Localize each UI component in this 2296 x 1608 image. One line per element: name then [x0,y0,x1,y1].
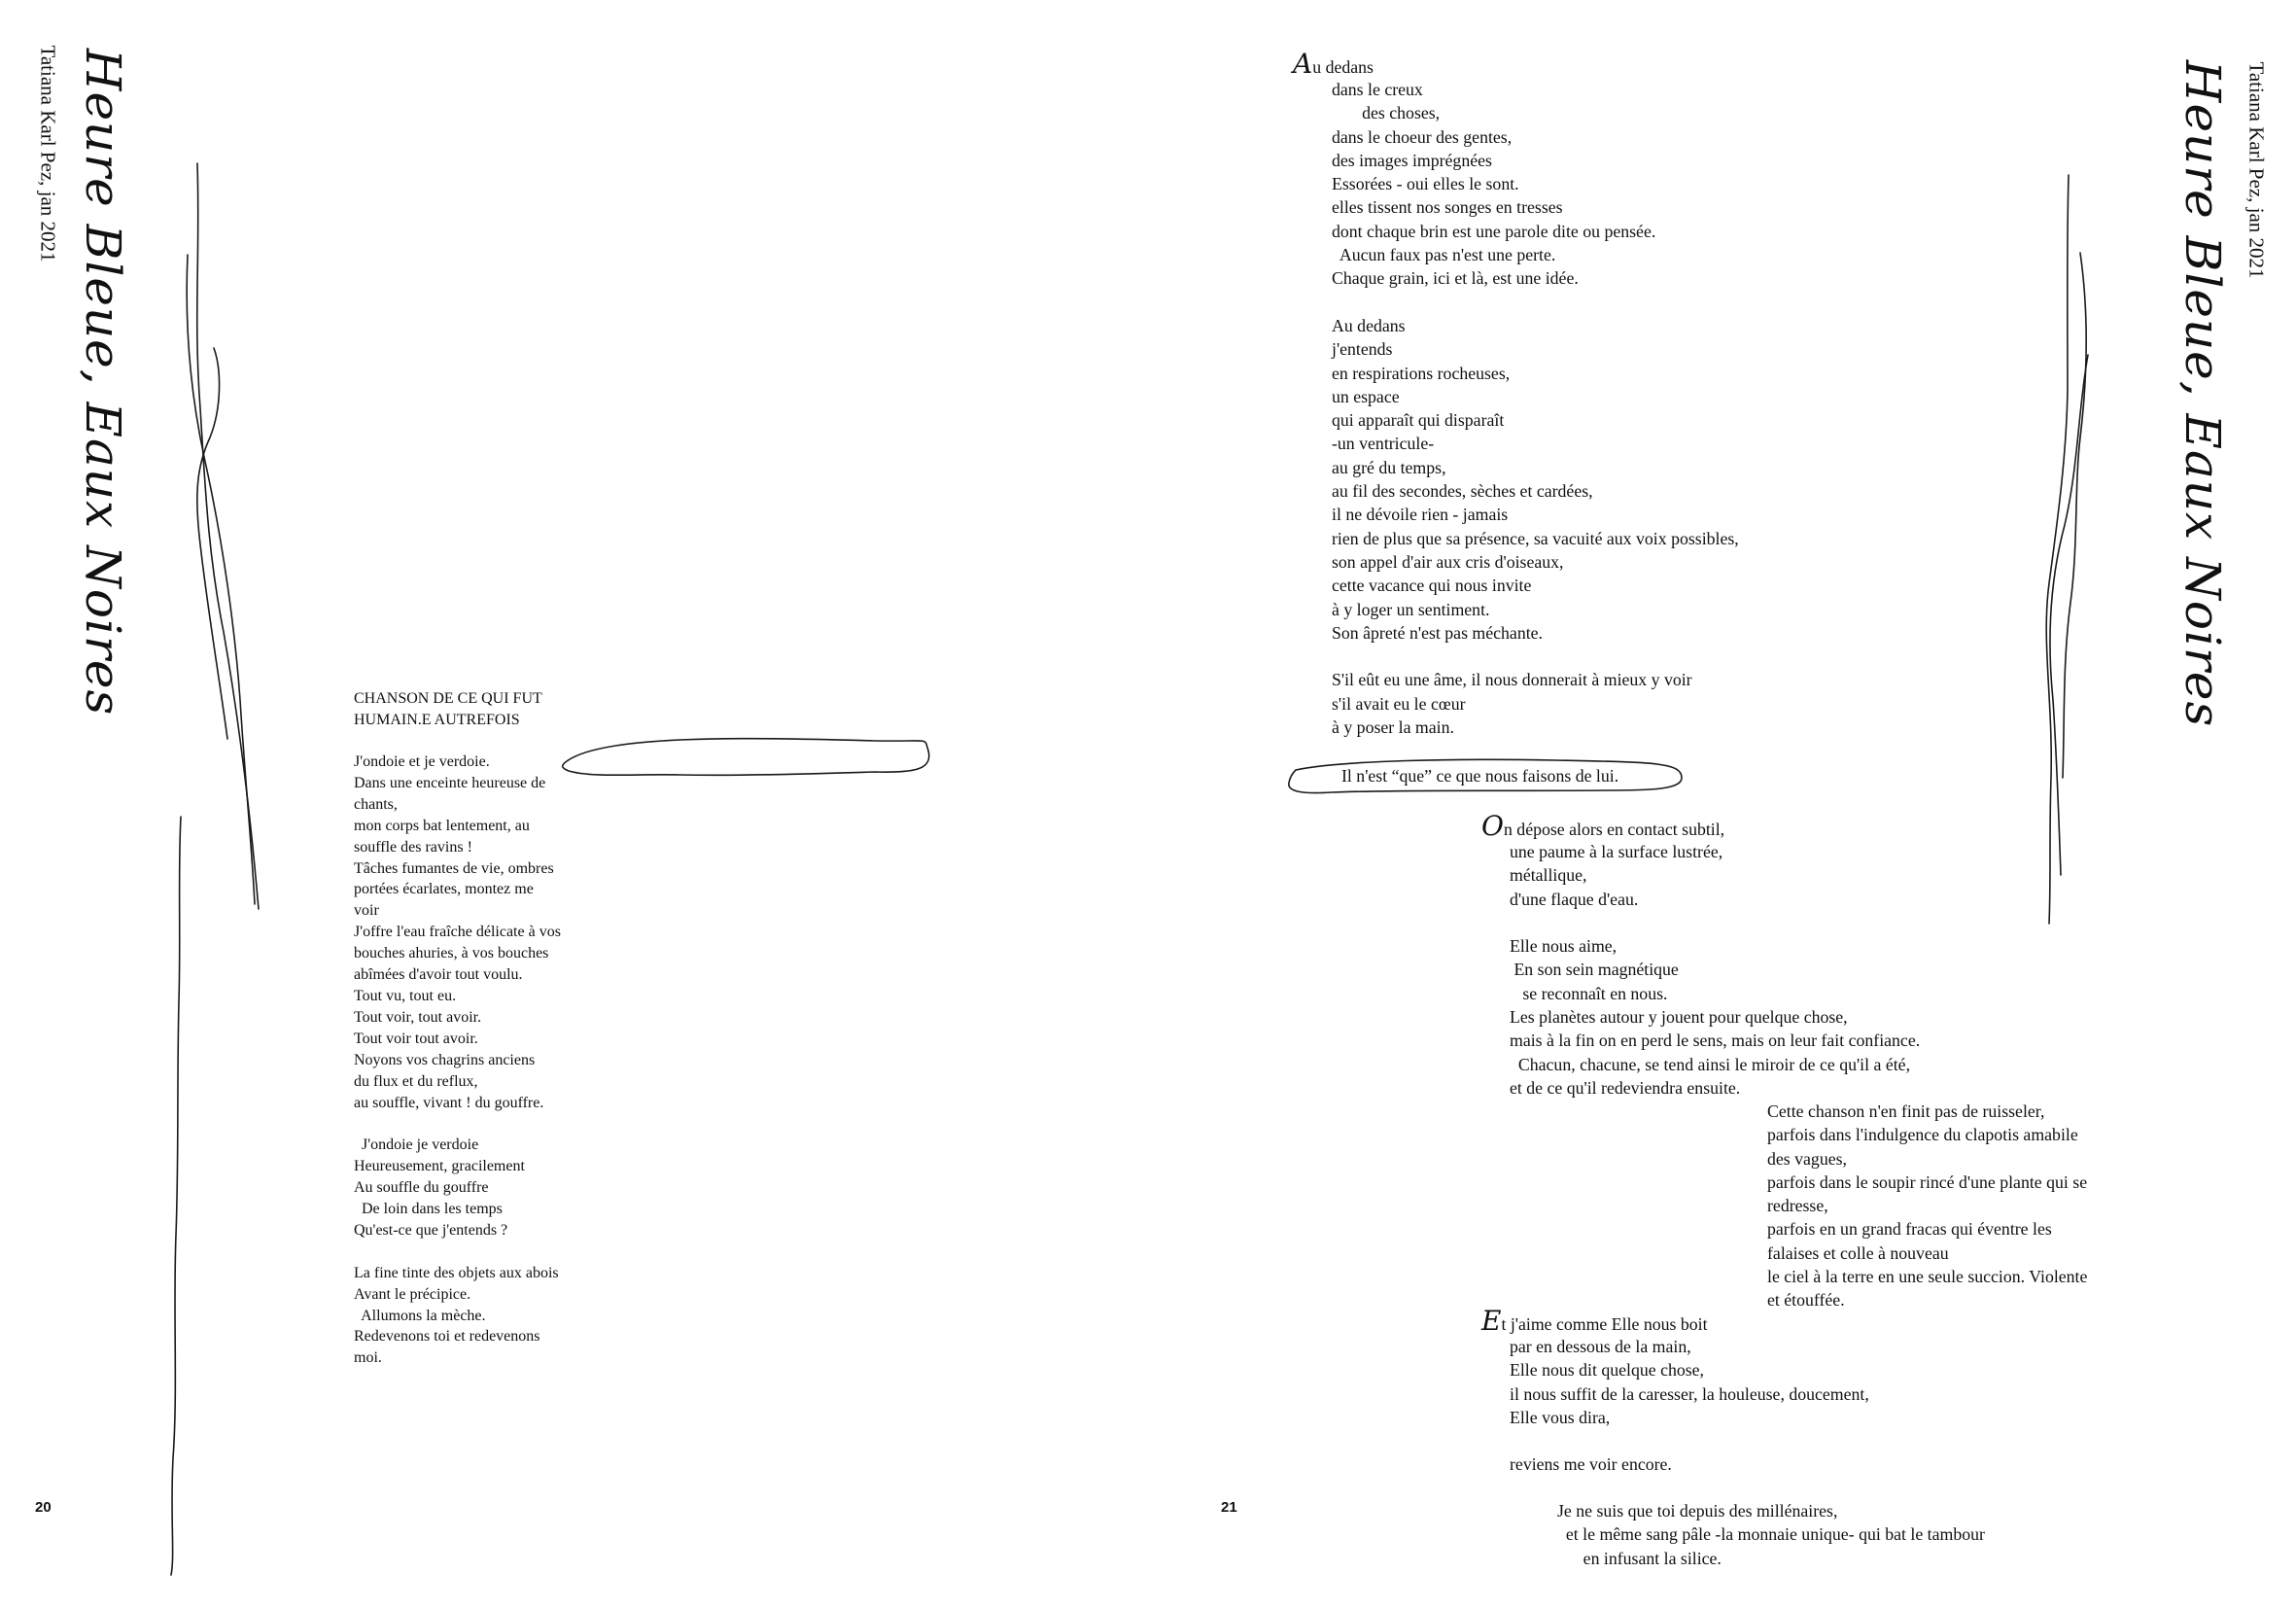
right-stanza-7 [1481,1305,1708,1337]
right-stanza-6 [1767,1100,2087,1312]
right-vertical-title: Heure Bleue, Eaux Noires [2174,59,2231,728]
poem-line: son appel d'air aux cris d'oiseaux, [1332,551,1564,572]
poem-line: reviens me voir encore. [1510,1454,1672,1475]
poem-line: Au dedans [1293,48,1374,80]
poem-line: au gré du temps, [1332,457,1446,477]
poem-line: du flux et du reflux, [354,1072,478,1090]
dropcap-a: A [1293,48,1313,80]
poem-line: en respirations rocheuses, [1332,363,1511,383]
poem-line: Elle vous dira, [1510,1407,1611,1427]
left-vertical-title: Heure Bleue, Eaux Noires [75,48,131,717]
right-stanza-1-body [1332,78,1739,739]
poem-line: Je ne suis que toi depuis des millénaires, [1557,1501,1838,1521]
poem-title-line: CHANSON DE CE QUI FUT [354,690,542,707]
left-vertical-stroke-d [171,817,181,1575]
poem-line: Chacun, chacune, se tend ainsi le miroir de ce qu'il a été, [1510,1054,1911,1074]
poem-line: dont chaque brin est une parole dite ou pensée. [1332,221,1656,241]
poem-line: Redevenons toi et redevenons [354,1328,540,1346]
poem-line: mais à la fin on en perd le sens, mais on leur fait confiance. [1510,1031,1921,1051]
poem-line: le ciel à la terre en une seule succion. Violente [1767,1267,2088,1287]
right-stanza-1 [1293,48,1374,80]
poem-line: Avant le précipice. [354,1285,471,1303]
poem-line: Cette chanson n'en finit pas de ruisseler, [1767,1101,2045,1121]
poem-line: De loin dans les temps [354,1201,503,1218]
poem-line: se reconnaît en nous. [1510,983,1668,1003]
poem-line: parfois dans le soupir rincé d'une plante qui se [1767,1171,2088,1192]
right-stanza-9 [1557,1499,1985,1570]
poem-line: des images imprégnées [1332,150,1492,170]
left-author-band [33,47,62,261]
poem-line: Tout voir, tout avoir. [354,1008,482,1026]
poem-line: voir [354,902,379,920]
poem-line: s'il avait eu le cœur [1332,693,1466,714]
poem-line: et étouffée. [1767,1290,1845,1311]
poem-line: Son âpreté n'est pas méchante. [1332,622,1543,643]
left-poem-title [354,688,542,731]
poem-line: Au souffle du gouffre [354,1179,489,1197]
left-title-band [54,47,152,717]
dropcap-e: E [1481,1305,1502,1337]
poem-line: Au dedans [1332,315,1406,335]
poem-line: Essorées - oui elles le sont. [1332,174,1519,194]
poem-line: d'une flaque d'eau. [1510,889,1639,909]
poem-line: à y poser la main. [1332,717,1454,738]
poem-line: parfois dans l'indulgence du clapotis amabile [1767,1125,2078,1145]
poem-line: Et j'aime comme Elle nous boit [1481,1305,1708,1337]
poem-line: j'entends [1332,339,1393,360]
poem-line: On dépose alors en contact subtil, [1481,810,1725,842]
right-title-band [2154,53,2251,734]
left-vertical-author: Tatiana Karl Pez, jan 2021 [36,45,60,262]
poem-line: il ne dévoile rien - jamais [1332,505,1509,525]
poem-line: S'il eût eu une âme, il nous donnerait à mieux y voir [1332,670,1692,690]
poem-line: redresse, [1767,1196,1828,1216]
poem-line: Qu'est-ce que j'entends ? [354,1221,508,1239]
poem-line: mon corps bat lentement, au [354,817,530,834]
poem-line: au fil des secondes, sèches et cardées, [1332,481,1593,502]
poem-line: portées écarlates, montez me [354,881,534,898]
poem-line: bouches ahuries, à vos bouches [354,945,549,962]
right-vertical-author: Tatiana Karl Pez, jan 2021 [2244,61,2269,279]
poem-line: J'offre l'eau fraîche délicate à vos [354,924,561,941]
left-loop-stroke [563,739,929,776]
poem-line: Heureusement, gracilement [354,1158,525,1175]
poem-line: falaises et colle à nouveau [1767,1242,1949,1263]
poem-line: J'ondoie je verdoie [354,1136,479,1154]
poem-line: des vagues, [1767,1148,1847,1169]
poem-line: un espace [1332,386,1400,406]
poem-line: cette vacance qui nous invite [1332,576,1532,596]
circled-line [1341,764,1618,787]
poem-line: qui apparaît qui disparaît [1332,410,1505,431]
poem-title-line: HUMAIN.E AUTREFOIS [354,711,520,728]
poem-line: -un ventricule- [1332,434,1435,454]
poem-line: abîmées d'avoir tout voulu. [354,966,523,984]
poem-line: dans le creux [1332,80,1423,99]
poem-line: il nous suffit de la caresser, la houleuse, doucement, [1510,1383,1869,1404]
poem-line: une paume à la surface lustrée, [1510,842,1723,861]
poem-line: Il n'est “que” ce que nous faisons de lui. [1341,766,1619,786]
poem-line: Tout vu, tout eu. [354,987,457,1004]
poem-line: Elle nous dit quelque chose, [1510,1360,1704,1381]
poem-line: à y loger un sentiment. [1332,599,1490,619]
right-stanza-4 [1481,810,1725,842]
poem-line: Dans une enceinte heureuse de [354,774,546,791]
left-poem-body [354,752,561,1369]
poem-line: des choses, [1332,103,1441,123]
poem-line: métallique, [1510,865,1587,886]
poem-line: Noyons vos chagrins anciens [354,1051,536,1068]
poem-line: Allumons la mèche. [354,1307,486,1324]
poem-line: Elle nous aime, [1510,936,1618,957]
poem-line: La fine tinte des objets aux abois [354,1264,559,1281]
poem-line: en infusant la silice. [1557,1548,1722,1568]
poem-line: Les planètes autour y jouent pour quelque chose, [1510,1007,1848,1028]
right-page-number: 21 [1221,1499,1237,1516]
poem-line: Chaque grain, ici et là, est une idée. [1332,268,1579,289]
right-author-band [2242,53,2271,287]
poem-line: moi. [354,1349,382,1367]
poem-line: souffle des ravins ! [354,838,472,856]
left-vertical-stroke-a [197,163,259,909]
right-stanza-4-body [1510,840,1920,1100]
poem-line: J'ondoie et je verdoie. [354,753,490,770]
poem-line: par en dessous de la main, [1510,1337,1691,1356]
left-page-number: 20 [35,1499,52,1516]
poem-line: et le même sang pâle -la monnaie unique- qui bat le tambour [1557,1524,1985,1545]
poem-line: elles tissent nos songes en tresses [1332,197,1563,218]
poem-line: Aucun faux pas n'est une perte. [1332,245,1556,265]
poem-line: dans le choeur des gentes, [1332,126,1513,147]
poem-line: et de ce qu'il redeviendra ensuite. [1510,1077,1741,1098]
right-stanza-7-body [1510,1335,1869,1477]
poem-line: parfois en un grand fracas qui éventre les [1767,1219,2052,1240]
dropcap-o: O [1481,810,1504,842]
poem-line: rien de plus que sa présence, sa vacuité aux voix possibles, [1332,528,1739,548]
poem-line: au souffle, vivant ! du gouffre. [354,1094,544,1111]
poem-line: Tout voir tout avoir. [354,1030,478,1047]
poem-line: Tâches fumantes de vie, ombres [354,859,554,877]
poem-line: En son sein magnétique [1510,960,1679,980]
left-vertical-stroke-c [197,348,227,739]
poem-line: chants, [354,795,398,813]
right-vertical-stroke-a [2046,175,2069,924]
